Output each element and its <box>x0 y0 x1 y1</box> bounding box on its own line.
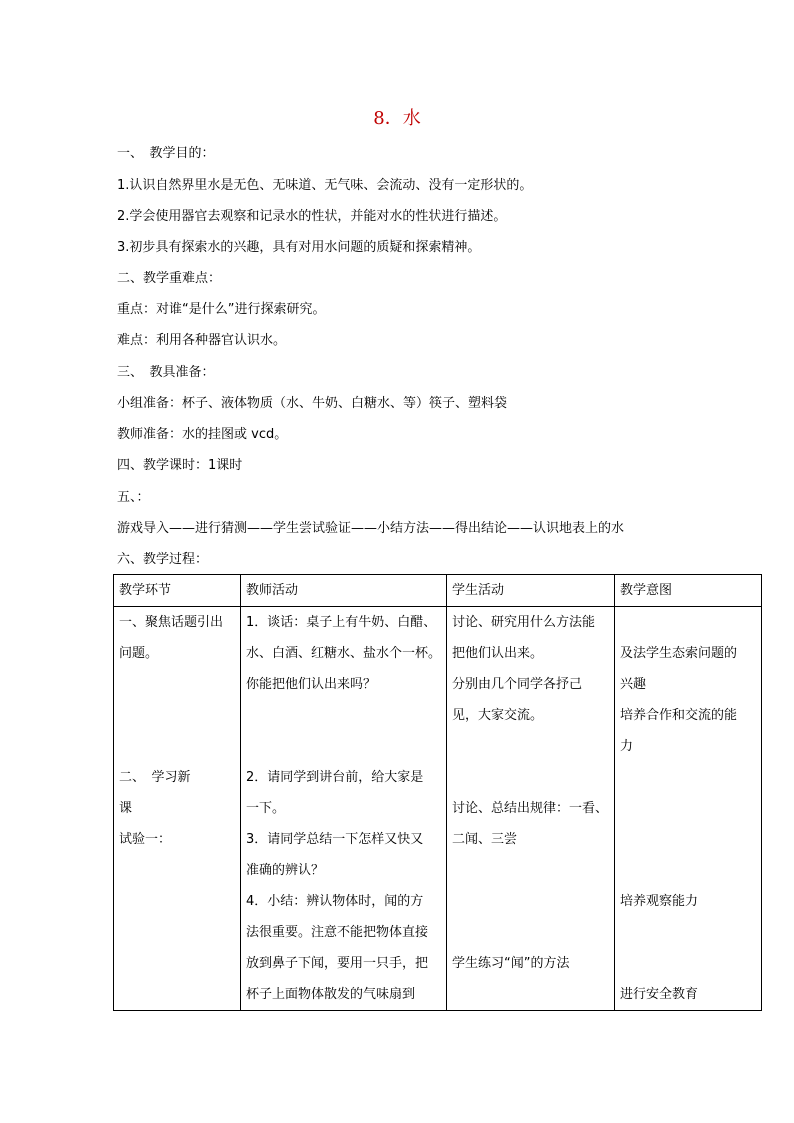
intent-line: 及法学生态索问题的 <box>620 646 738 661</box>
objective-item-1: 1.认识自然界里水是无色、无味道、无气味、会流动、没有一定形状的。 <box>117 178 533 193</box>
student-line: 分别由几个同学各抒己 <box>452 677 583 692</box>
document-title: 8．水 <box>373 108 421 129</box>
section-2-heading: 二、教学重难点： <box>117 271 222 286</box>
group-materials: 小组准备：杯子、液体物质（水、牛奶、白糖水、等）筷子、塑料袋 <box>117 396 508 411</box>
stage-line: 试验一： <box>119 832 172 847</box>
student-line: 二闻、三尝 <box>452 832 518 847</box>
section-4-heading: 四、教学课时：1课时 <box>117 458 243 473</box>
student-activity-cell <box>447 607 615 1011</box>
column-header: 教学环节 <box>114 575 241 607</box>
lesson-flow: 游戏导入——进行猜测——学生尝试验证——小结方法——得出结论——认识地表上的水 <box>117 521 625 536</box>
key-point: 重点：对谁“是什么”进行探索研究。 <box>117 302 326 317</box>
intent-line: 培养合作和交流的能 <box>620 708 738 723</box>
teacher-line: 法很重要。注意不能把物体直接 <box>246 925 429 940</box>
intent-line: 力 <box>620 739 634 754</box>
student-line: 讨论、研究用什么方法能 <box>452 615 596 630</box>
teacher-line: 准确的辨认？ <box>246 863 325 878</box>
column-header: 教师活动 <box>241 575 447 607</box>
teacher-materials: 教师准备：水的挂图或 vcd。 <box>117 427 288 442</box>
difficult-point: 难点：利用各种器官认识水。 <box>117 333 287 348</box>
stage-line: 一、聚焦话题引出 <box>119 615 224 630</box>
table-row <box>114 607 762 1011</box>
column-header: 教学意图 <box>615 575 762 607</box>
section-3-heading: 三、 教具准备： <box>117 365 215 380</box>
table-header-row <box>114 575 762 607</box>
stage-cell <box>114 607 241 1011</box>
intent-line: 兴趣 <box>620 677 647 692</box>
intent-line: 培养观察能力 <box>620 894 699 909</box>
teacher-line: 2．请同学到讲台前，给大家是 <box>246 770 424 785</box>
intent-line: 进行安全教育 <box>620 987 699 1002</box>
column-header: 学生活动 <box>447 575 615 607</box>
teaching-intent-cell <box>615 607 762 1011</box>
student-line: 见，大家交流。 <box>452 708 544 723</box>
student-line: 把他们认出来。 <box>452 646 544 661</box>
student-line: 学生练习“闻”的方法 <box>452 956 570 971</box>
section-1-heading: 一、 教学目的： <box>117 146 215 161</box>
teacher-line: 水、白酒、红糖水、盐水个一杯。 <box>246 646 441 661</box>
teacher-line: 放到鼻子下闻，要用一只手，把 <box>246 956 429 971</box>
stage-line: 二、 学习新 <box>119 770 191 785</box>
student-line: 讨论、总结出规律：一看、 <box>452 801 609 816</box>
teacher-line: 你能把他们认出来吗？ <box>246 677 377 692</box>
teacher-line: 一下。 <box>246 801 286 816</box>
section-5-heading: 五、： <box>117 490 150 505</box>
stage-line: 问题。 <box>119 646 159 661</box>
objective-item-3: 3.初步具有探索水的兴趣，具有对用水问题的质疑和探索精神。 <box>117 240 481 255</box>
stage-line: 课 <box>119 801 133 816</box>
teacher-activity-cell <box>241 607 447 1011</box>
teaching-process-table <box>113 574 762 1011</box>
objective-item-2: 2.学会使用器官去观察和记录水的性状，并能对水的性状进行描述。 <box>117 209 507 224</box>
section-6-heading: 六、教学过程： <box>117 552 209 567</box>
teacher-line: 4．小结：辨认物体时，闻的方 <box>246 894 424 909</box>
teacher-line: 杯子上面物体散发的气味扇到 <box>246 987 416 1002</box>
teacher-line: 3．请同学总结一下怎样又快又 <box>246 832 424 847</box>
teacher-line: 1．谈话：桌子上有牛奶、白醋、 <box>246 615 437 630</box>
